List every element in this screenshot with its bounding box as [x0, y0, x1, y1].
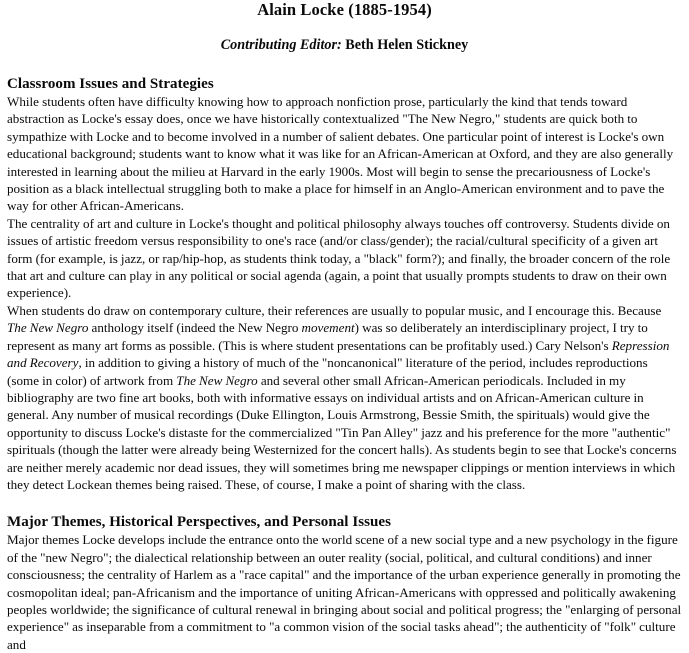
contributing-editor-label: Contributing Editor: — [220, 37, 342, 53]
text-run: , in addition to giving a history of much of the "noncanonical" literature of the period, includes reproductions (some in color) of artwork from — [7, 355, 648, 388]
paragraph: Major themes Locke develops include the entrance onto the world scene of a new social type and a new psychology in the figure of the "new Negro"; the dialectical relationship between an outer reality (social, political, and cultural conditions) and inner consciousness; the centrality of Harlem as a "race capital" and the importance of the urban experience generally in promoting the cosmopolitan ideal; pan-Africanism and the importance of uniting African-Americans with oppressed and politically awakening peoples worldwide; the significance of cultural renewal in bringing about social and political progress; the "enlarging of personal experience" as inseparable from a commitment to "a common vision of the social tasks ahead"; the authenticity of "folk" culture and — [7, 532, 682, 652]
section-major-themes — [7, 493, 682, 653]
text-run: anthology itself (indeed the New Negro — [88, 320, 302, 336]
contributing-editor-line — [7, 19, 682, 54]
italic-title-run: Repression and Recovery — [7, 337, 670, 371]
italic-title-run: The New Negro — [7, 320, 89, 336]
paragraph: The centrality of art and culture in Locke's thought and political philosophy always touches off controversy. Students divide on issues of artistic freedom versus responsibility to one's race (and/or class/gender); the racial/cultural specificity of a given art form (for example, is jazz, or rap/hip-hop, as students think today, a "black" form?); and finally, the broader concern of the role that art and culture can play in any political or social agenda (again, a point that usually prompts students to draw on their own experience). — [7, 215, 671, 301]
section-heading-major-themes: Major Themes, Historical Perspectives, and Personal Issues — [7, 514, 391, 531]
text-run: and several other small African-American periodicals. Included in my bibliography are two fine art books, both with informative essays on individual artists and on African-American culture in general. Any number of musical recordings (Duke Ellington, Louis Armstrong, Bessie Smith, the spirituals) would give the opportunity to discuss Locke's distaste for the commercialized "Tin Pan Alley" jazz and his preference for the more "authentic" spirituals (though the latter were already being Westernized for the concert halls). As students begin to see that Locke's concerns are neither merely academic nor dead issues, they will sometimes bring me newspaper clippings or mention interviews in which they detect Lockean themes being raised. These, of course, I make a point of sharing with the class. — [7, 372, 677, 492]
text-run: When students do draw on contemporary culture, their references are usually to popular music, and I encourage this. Because — [7, 302, 662, 318]
italic-title-run: movement — [301, 320, 355, 336]
italic-title-run: The New Negro — [176, 372, 258, 388]
section-heading-classroom-issues: Classroom Issues and Strategies — [7, 76, 214, 92]
section-classroom-issues — [7, 54, 682, 493]
text-run: ) was so deliberately an interdisciplinary project, I try to represent as many art forms as possible. (This is where student presentations can be profitably used.) Cary Nelson's — [7, 320, 648, 353]
page-title: Alain Locke (1885-1954) — [257, 0, 432, 19]
paragraph — [7, 302, 682, 493]
paragraph: While students often have difficulty knowing how to approach nonfiction prose, particularly the kind that tends toward abstraction as Locke's essay does, once we have historically contextualized "The New Negro," students are quick both to sympathize with Locke and to become involved in a number of salient debates. One particular point of interest is Locke's own educational background; students want to know what it was like for an African-American at Oxford, and they are also generally interested in learning about the milieu at Harvard in the early 1900s. Most will begin to sense the precariousness of Locke's position as a black intellectual struggling both to make a place for himself in an Anglo-American environment and to pave the way for other African-Americans. — [7, 94, 674, 214]
contributing-editor-name: Beth Helen Stickney — [345, 37, 469, 53]
